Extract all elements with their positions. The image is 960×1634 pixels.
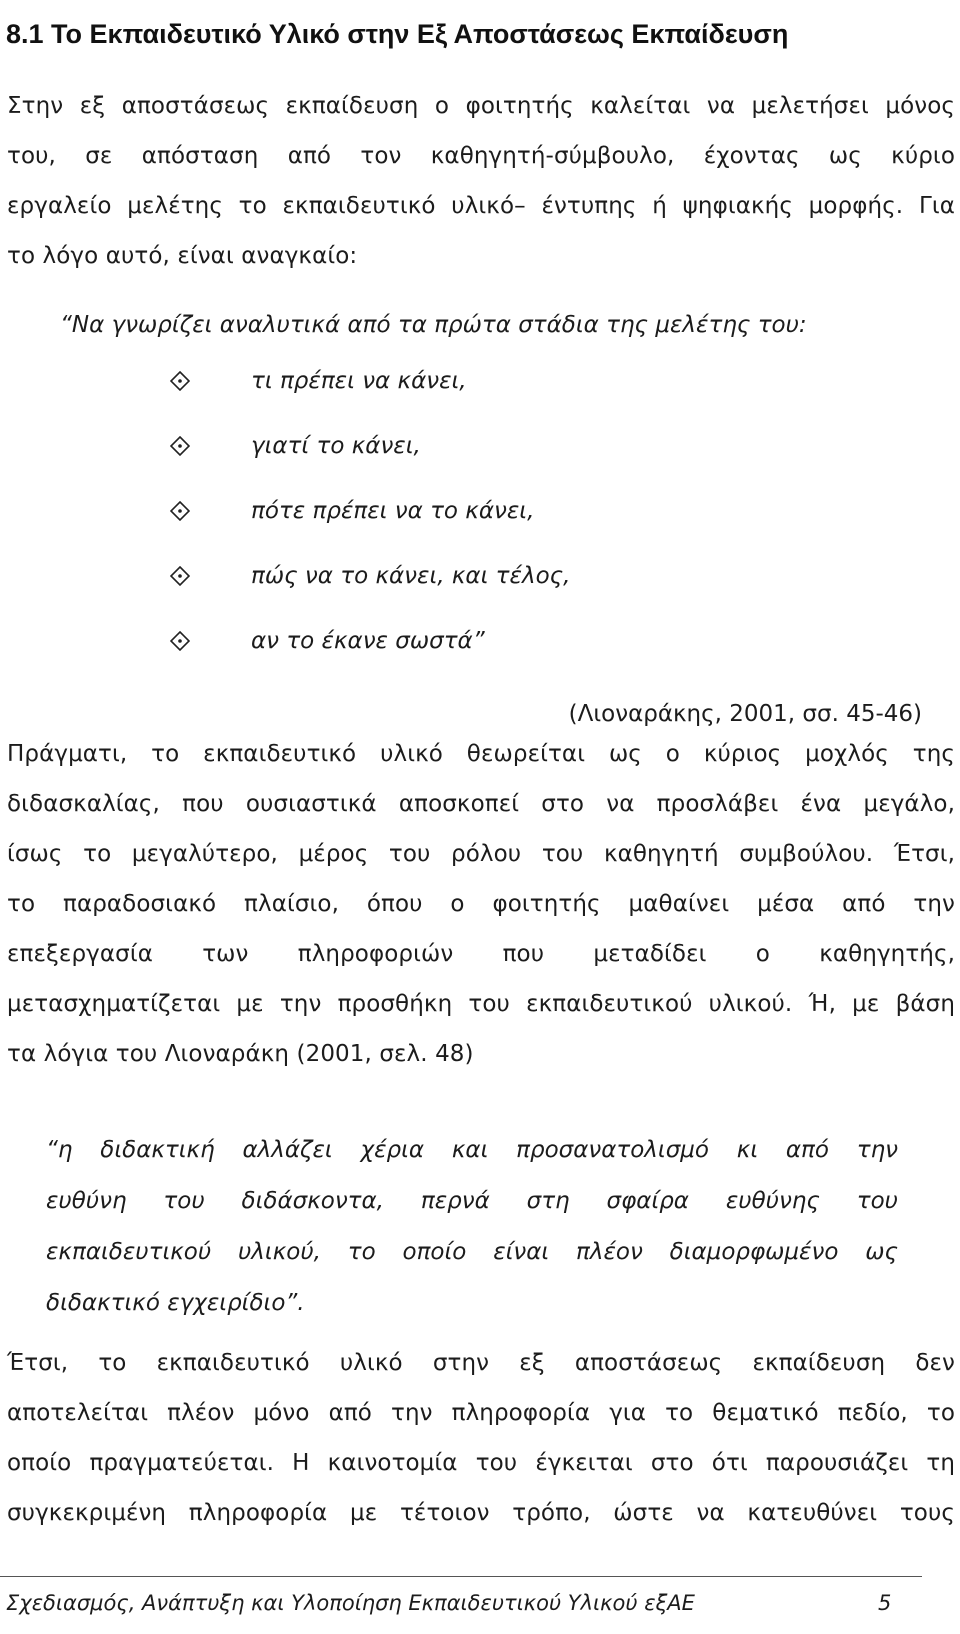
text-line: το λόγο αυτό, είναι αναγκαίο: [7, 243, 358, 269]
quote-intro: “Να γνωρίζει αναλυτικά από τα πρώτα στάδια της μελέτης του: [60, 312, 807, 338]
text-line: το παραδοσιακό πλαίσιο, όπου ο φοιτητής μαθαίνει μέσα από την [7, 891, 955, 917]
bullet-item [0, 558, 960, 623]
text-line: Στην εξ αποστάσεως εκπαίδευση ο φοιτητής καλείται να μελετήσει μόνος [7, 93, 955, 119]
text-line: επεξεργασία των πληροφοριών που μεταδίδει ο καθηγητής, [7, 941, 955, 967]
citation: (Λιοναράκης, 2001, σσ. 45-46) [568, 701, 922, 727]
bullet-text: αν το έκανε σωστά” [251, 628, 485, 654]
text-line: “η διδακτική αλλάζει χέρια και προσανατολισμό κι από την [46, 1137, 898, 1163]
text-line: συγκεκριμένη πληροφορία με τέτοιον τρόπο, ώστε να κατευθύνει τους [7, 1500, 955, 1526]
paragraph-body [7, 729, 955, 1079]
text-line: εκπαιδευτικού υλικού, το οποίο είναι πλέον διαμορφωμένο ως [46, 1239, 898, 1265]
text-line: ίσως το μεγαλύτερο, μέρος του ρόλου του καθηγητή συμβούλου. Έτσι, [7, 841, 955, 867]
text-line: διδακτικό εγχειρίδιο”. [46, 1290, 305, 1316]
text-line: διδασκαλίας, που ουσιαστικά αποσκοπεί στο να προσλάβει ένα μεγάλο, [7, 791, 955, 817]
text-line: μετασχηματίζεται με την προσθήκη του εκπαιδευτικού υλικού. Ή, με βάση [7, 991, 955, 1017]
paragraph-closing [7, 1338, 955, 1538]
text-line: Πράγματι, το εκπαιδευτικό υλικό θεωρείται ως ο κύριος μοχλός της [7, 741, 955, 767]
diamond-bullet-icon [170, 631, 190, 651]
bullet-text: γιατί το κάνει, [251, 433, 421, 459]
section-heading: 8.1 Το Εκπαιδευτικό Υλικό στην Εξ Αποστάσεως Εκπαίδευση [6, 19, 789, 49]
footer-divider [0, 1576, 922, 1577]
bullet-item [0, 363, 960, 428]
text-line: εργαλείο μελέτης το εκπαιδευτικό υλικό– έντυπης ή ψηφιακής μορφής. Για [7, 193, 955, 219]
paragraph-intro [7, 81, 955, 281]
diamond-bullet-icon [170, 501, 190, 521]
block-quote [46, 1125, 898, 1329]
text-line: του, σε απόσταση από τον καθηγητή-σύμβουλο, έχοντας ως κύριο [7, 143, 955, 169]
bullet-item [0, 623, 960, 688]
diamond-bullet-icon [170, 371, 190, 391]
bullet-text: πότε πρέπει να το κάνει, [251, 498, 535, 524]
bullet-text: τι πρέπει να κάνει, [251, 368, 467, 394]
text-line: αποτελείται πλέον μόνο από την πληροφορία για το θεματικό πεδίο, το [7, 1400, 955, 1426]
text-line: οποίο πραγματεύεται. Η καινοτομία του έγκειται στο ότι παρουσιάζει τη [7, 1450, 955, 1476]
page-number: 5 [878, 1591, 892, 1615]
diamond-bullet-icon [170, 436, 190, 456]
bullet-item [0, 493, 960, 558]
diamond-bullet-icon [170, 566, 190, 586]
bullet-item [0, 428, 960, 493]
bullet-list [0, 363, 960, 688]
text-line: Έτσι, το εκπαιδευτικό υλικό στην εξ αποστάσεως εκπαίδευση δεν [7, 1350, 955, 1376]
text-line: ευθύνη του διδάσκοντα, περνά στη σφαίρα ευθύνης του [46, 1188, 898, 1214]
text-line: τα λόγια του Λιοναράκη (2001, σελ. 48) [7, 1041, 474, 1067]
bullet-text: πώς να το κάνει, και τέλος, [251, 563, 571, 589]
footer-title: Σχεδιασμός, Ανάπτυξη και Υλοποίηση Εκπαιδευτικού Υλικού εξΑΕ [6, 1591, 695, 1615]
